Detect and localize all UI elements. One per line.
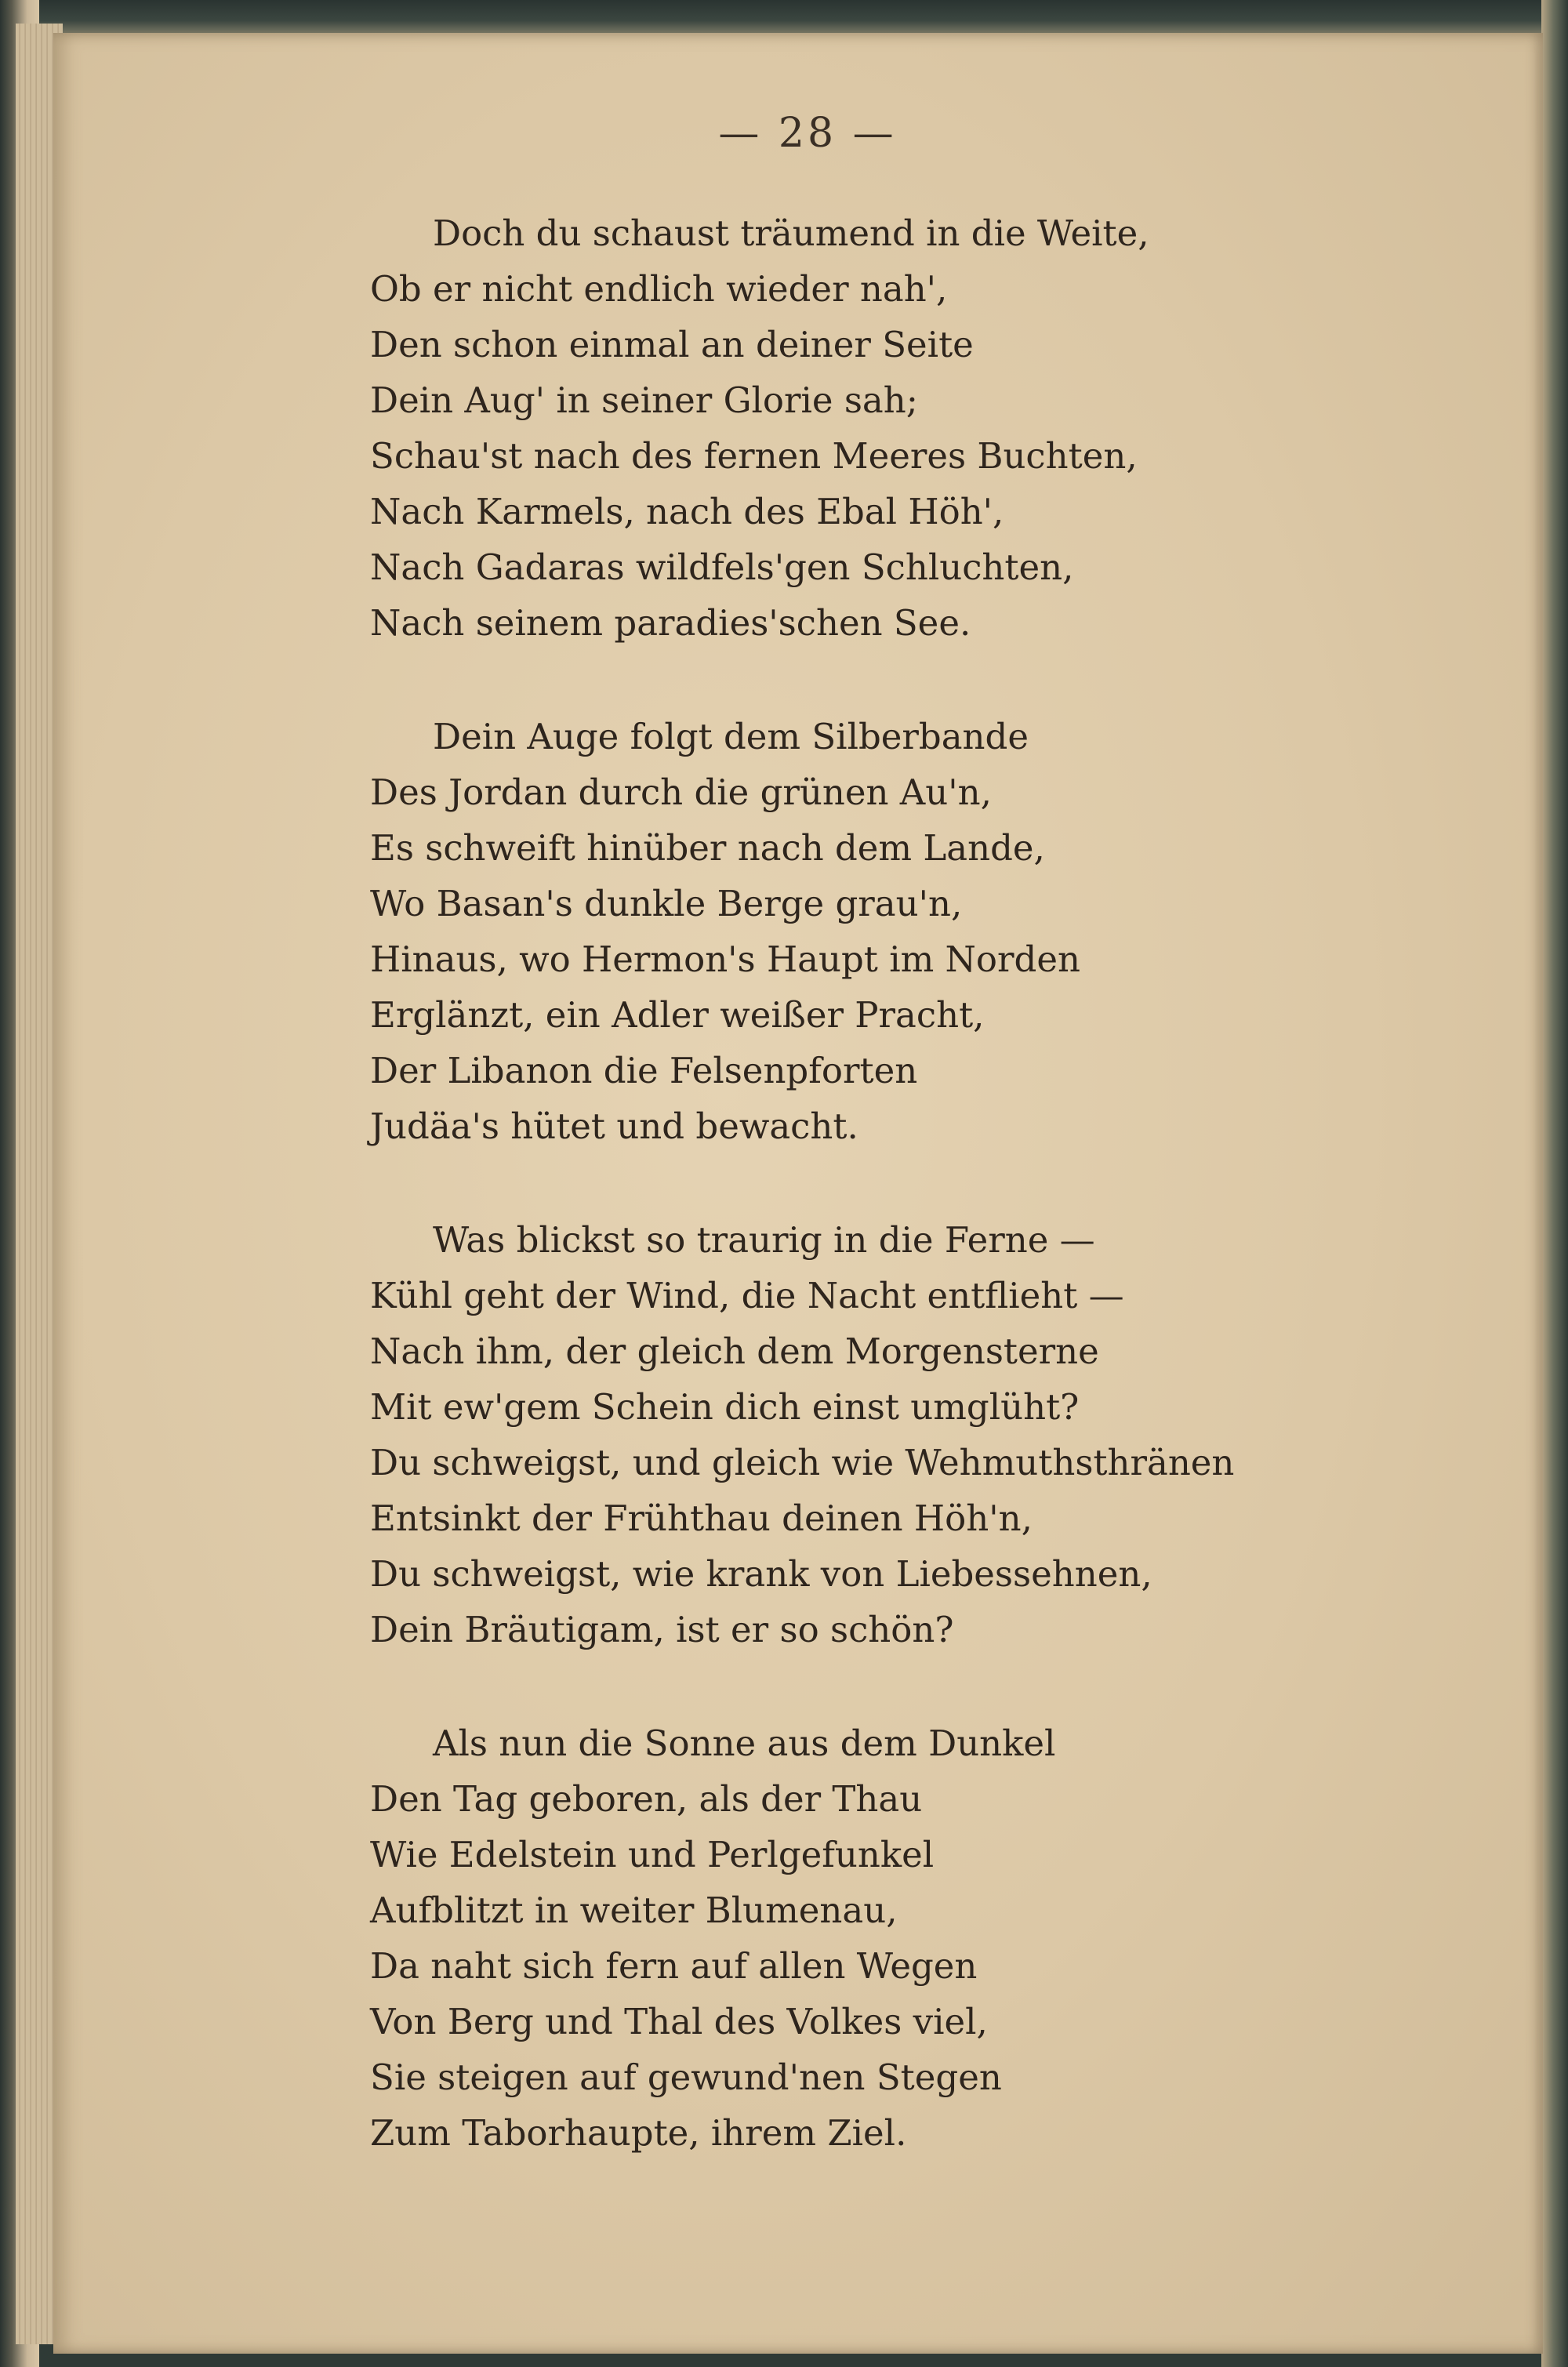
poem-line: Dein Bräutigam, ist er so schön?	[370, 1609, 954, 1650]
poem-text	[370, 205, 1358, 2219]
page-number: — 28 —	[718, 110, 897, 157]
poem-line: Als nun die Sonne aus dem Dunkel	[433, 1723, 1056, 1764]
poem-line: Schau'st nach des fernen Meeres Buchten,	[370, 435, 1138, 477]
book-cover-right-edge	[1541, 0, 1568, 2367]
poem-line: Du schweigst, und gleich wie Wehmuthsthränen	[370, 1442, 1235, 1483]
poem-line: Da naht sich fern auf allen Wegen	[370, 1945, 978, 1987]
poem-line: Du schweigst, wie krank von Liebessehnen,	[370, 1553, 1152, 1595]
poem-line: Aufblitzt in weiter Blumenau,	[370, 1890, 898, 1931]
poem-line: Kühl geht der Wind, die Nacht entflieht —	[370, 1275, 1124, 1316]
poem-line: Judäa's hütet und bewacht.	[370, 1105, 858, 1147]
poem-line: Sie steigen auf gewund'nen Stegen	[370, 2057, 1002, 2098]
poem-line: Ob er nicht endlich wieder nah',	[370, 268, 948, 310]
poem-line: Des Jordan durch die grünen Au'n,	[370, 771, 992, 813]
book-cover-top-edge	[0, 0, 1568, 34]
poem-line: Nach ihm, der gleich dem Morgensterne	[370, 1331, 1099, 1372]
poem-line: Entsinkt der Frühthau deinen Höh'n,	[370, 1498, 1033, 1539]
stanza-3	[370, 1212, 1358, 1657]
stanza-4	[370, 1715, 1358, 2161]
poem-line: Der Libanon die Felsenpforten	[370, 1050, 918, 1091]
stanza-1	[370, 205, 1358, 651]
poem-line: Doch du schaust träumend in die Weite,	[433, 212, 1149, 254]
poem-line: Nach seinem paradies'schen See.	[370, 602, 971, 644]
stanza-2	[370, 709, 1358, 1154]
poem-line: Den Tag geboren, als der Thau	[370, 1778, 923, 1820]
poem-line: Wo Basan's dunkle Berge grau'n,	[370, 883, 963, 924]
poem-line: Dein Aug' in seiner Glorie sah;	[370, 379, 918, 421]
poem-line: Erglänzt, ein Adler weißer Pracht,	[370, 994, 985, 1036]
poem-line: Zum Taborhaupte, ihrem Ziel.	[370, 2112, 907, 2154]
poem-line: Nach Karmels, nach des Ebal Höh',	[370, 491, 1004, 532]
poem-line: Von Berg und Thal des Volkes viel,	[370, 2001, 988, 2042]
poem-line: Dein Auge folgt dem Silberbande	[433, 716, 1029, 757]
poem-line: Mit ew'gem Schein dich einst umglüht?	[370, 1386, 1080, 1428]
poem-line: Hinaus, wo Hermon's Haupt im Norden	[370, 938, 1080, 980]
poem-line: Nach Gadaras wildfels'gen Schluchten,	[370, 546, 1074, 588]
poem-line: Wie Edelstein und Perlgefunkel	[370, 1834, 935, 1875]
poem-line: Den schon einmal an deiner Seite	[370, 324, 974, 365]
poem-line: Es schweift hinüber nach dem Lande,	[370, 827, 1045, 869]
poem-line: Was blickst so traurig in die Ferne —	[433, 1219, 1095, 1261]
